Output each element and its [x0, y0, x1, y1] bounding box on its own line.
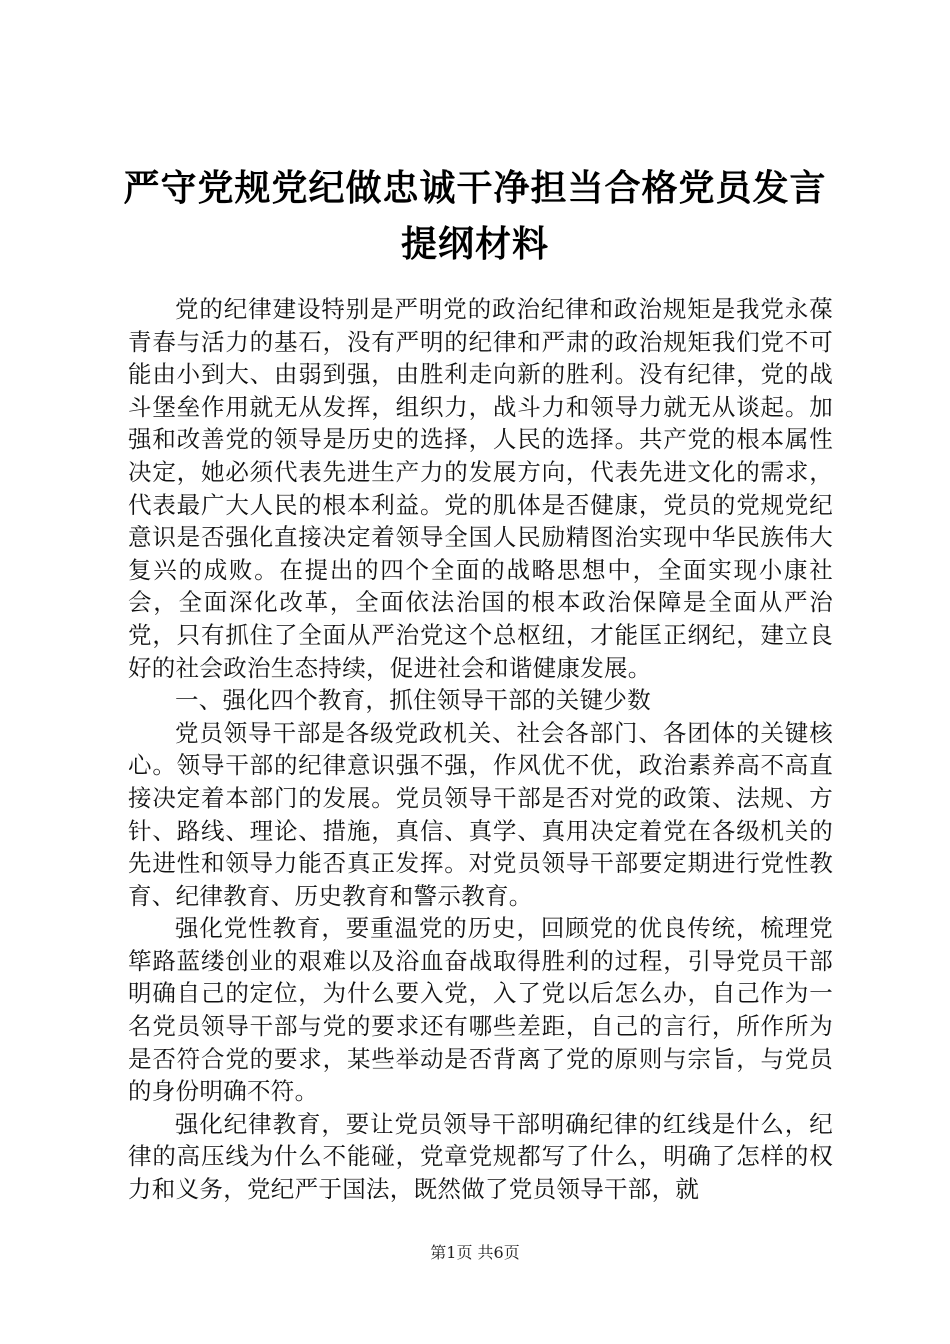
paragraph-intro: 党的纪律建设特别是严明党的政治纪律和政治规矩是我党永葆青春与活力的基石，没有严明的纪律和严肃的政治规矩我们党不可能由小到大、由弱到强，由胜利走向新的胜利。没有纪律，党的战斗堡垒作用就无从发挥，组织力，战斗力和领导力就无从谈起。加强和改善党的领导是历史的选择，人民的选择。共产党的根本属性决定，她必须代表先进生产力的发展方向，代表先进文化的需求，代表最广大人民的根本利益。党的肌体是否健康，党员的党规党纪意识是否强化直接决定着领导全国人民励精图治实现中华民族伟大复兴的成败。在提出的四个全面的战略思想中，全面实现小康社会，全面深化改革，全面依法治国的根本政治保障是全面从严治党，只有抓住了全面从严治党这个总枢纽，才能匡正纲纪，建立良好的社会政治生态持续，促进社会和谐健康发展。 — [128, 295, 833, 682]
section-heading-1: 一、强化四个教育，抓住领导干部的关键少数 — [175, 686, 651, 715]
paragraph-party-education: 强化党性教育，要重温党的历史，回顾党的优良传统，梳理党筚路蓝缕创业的艰难以及浴血奋战取得胜利的过程，引导党员干部明确自己的定位，为什么要入党，入了党以后怎么办，自己作为一名党员领导干部与党的要求还有哪些差距，自己的言行，所作所为是否符合党的要求，某些举动是否背离了党的原则与宗旨，与党员的身份明确不符。 — [128, 914, 833, 1106]
paragraph-discipline-education: 强化纪律教育，要让党员领导干部明确纪律的红线是什么，纪律的高压线为什么不能碰，党章党规都写了什么，明确了怎样的权力和义务，党纪严于国法，既然做了党员领导干部，就 — [128, 1109, 833, 1204]
document-title: 严守党规党纪做忠诚干净担当合格党员发言提纲材料 — [123, 167, 827, 265]
paragraph-leaders: 党员领导干部是各级党政机关、社会各部门、各团体的关键核心。领导干部的纪律意识强不强，作风优不优，政治素养高不高直接决定着本部门的发展。党员领导干部是否对党的政策、法规、方针、路线、理论、措施，真信、真学、真用决定着党在各级机关的先进性和领导力能否真正发挥。对党员领导干部要定期进行党性教育、纪律教育、历史教育和警示教育。 — [128, 718, 833, 910]
document-body — [128, 293, 833, 1206]
page-number-footer: 第1页 共6页 — [430, 1243, 520, 1262]
